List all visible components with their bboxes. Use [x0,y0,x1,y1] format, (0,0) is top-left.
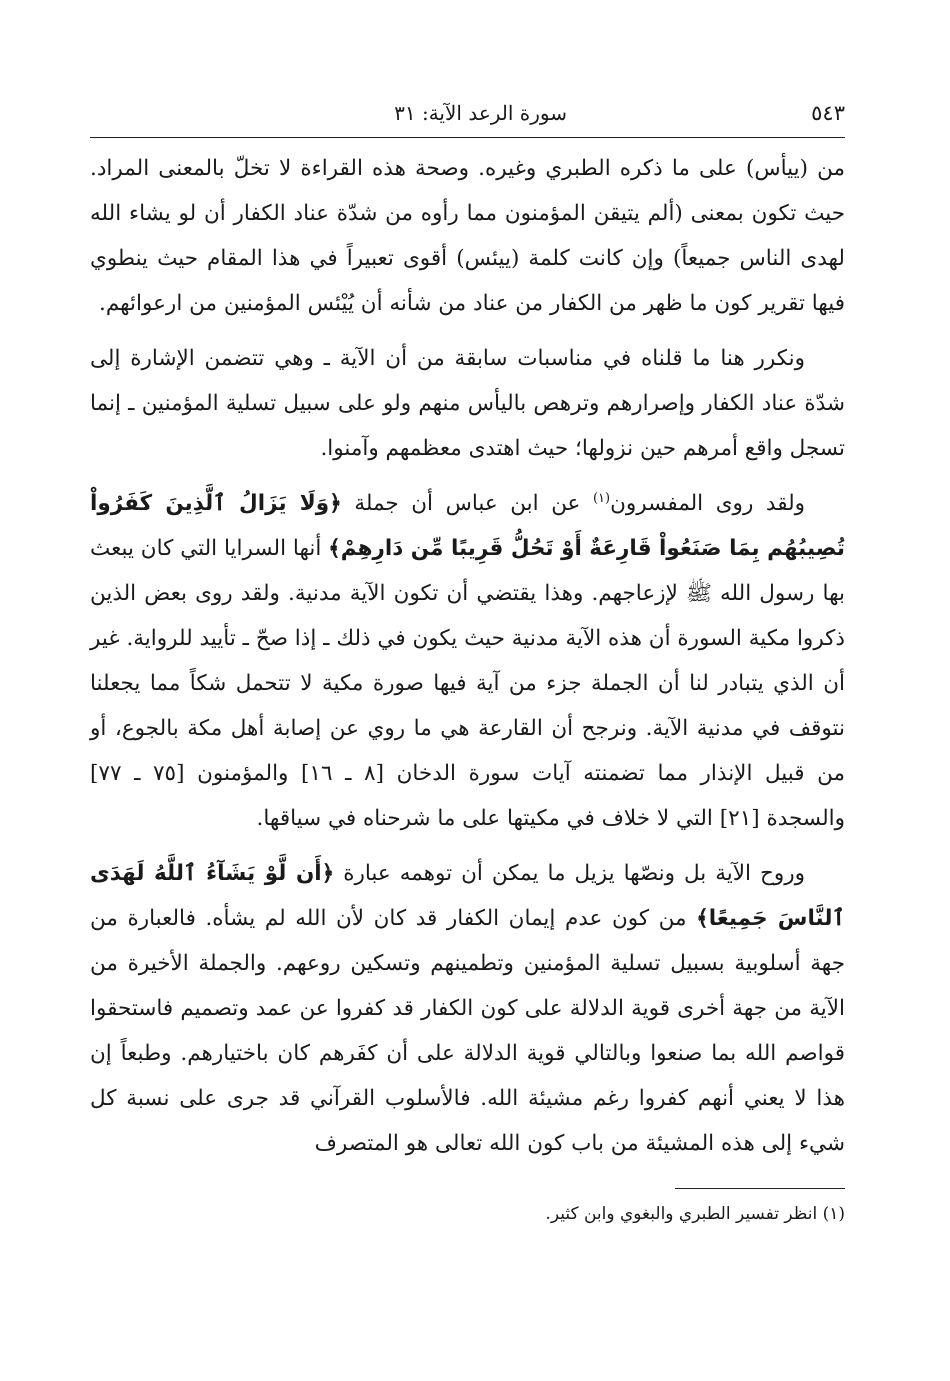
paragraph-text: من كون عدم إيمان الكفار قد كان لأن الله لم يشأه. فالعبارة من جهة أسلوبية بسبيل تسلية المؤمنين وتطمينهم وتسكين روعهم. والجملة الأخيرة من الآية من جهة أخرى قوية الدلالة على كون الكفار قد كفروا عن عمد وتصميم فاستحقوا قواصم الله بما صنعوا وبالتالي قوية الدلالة على أن كفَرهم كان باختيارهم. وطبعاً إن هذا لا يعني أنهم كفروا رغم مشيئة الله. فالأسلوب القرآني قد جرى على نسبة كل شيء إلى هذه المشيئة من باب كون الله تعالى هو المتصرف [90,906,845,1156]
footnote [90,1199,845,1229]
footnote-divider [675,1188,845,1189]
header-divider [90,137,845,138]
footnote-mark: (١) [822,1204,845,1224]
paragraph [90,851,845,1166]
book-page [90,95,845,1229]
paragraph [90,481,845,841]
paragraph: ونكرر هنا ما قلناه في مناسبات سابقة من أن الآية ـ وهي تتضمن الإشارة إلى شدّة عناد الكفار وإصرارهم وترهص باليأس منهم ولو على سبيل تسلية المؤمنين ـ إنما تسجل واقع أمرهم حين نزولها؛ حيث اهتدى معظمهم وآمنوا. [90,346,845,461]
paragraph-text: ولقد روى المفسرون [610,491,805,516]
page-number: ٥٤٣ [811,101,845,125]
quran-quote: ﴿أَن لَّوْ يَشَآءُ ٱللَّهُ لَهَدَى ٱلنَّاسَ جَمِيعًا﴾ [90,861,845,931]
quran-quote: ﴿وَلَا يَزَالُ ٱلَّذِينَ كَفَرُواْ تُصِيبُهُم بِمَا صَنَعُواْ قَارِعَةٌ أَوْ تَحُلُّ قَرِيبًا مِّن دَارِهِمْ﴾ [90,491,845,561]
paragraph-text: عن ابن عباس أن جملة [341,491,593,516]
main-text [90,146,845,1166]
page-header [90,95,845,131]
running-title: سورة الرعد الآية: ٣١ [394,101,568,125]
paragraph: من (ييأس) على ما ذكره الطبري وغيره. وصحة هذه القراءة لا تخلّ بالمعنى المراد. حيث تكون بمعنى (ألم يتيقن المؤمنون مما رأوه من شدّة عناد الكفار أن لو يشاء الله لهدى الناس جميعاً) وإن كانت كلمة (ييئس) أقوى تعبيراً في هذا المقام حيث ينطوي فيها تقرير كون ما ظهر من الكفار من عناد من شأنه أن يُيْئس المؤمنين من ارعوائهم. [90,156,845,316]
paragraph-text: أنها السرايا التي كان يبعث بها رسول الله ﷺ لإزعاجهم. وهذا يقتضي أن تكون الآية مدنية. ولقد روى بعض الذين ذكروا مكية السورة أن هذه الآية مدنية حيث يكون في ذلك ـ إذا صحّ ـ تأييد للرواية. غير أن الذي يتبادر لنا أن الجملة جزء من آية فيها صورة مكية لا تتحمل شكاً مما يجعلنا نتوقف في مدنية الآية. ونرجح أن القارعة هي ما روي عن إصابة أهل مكة بالجوع، أو من قبيل الإنذار مما تضمنته آيات سورة الدخان [٨ ـ ١٦] والمؤمنون [٧٥ ـ ٧٧] والسجدة [٢١] التي لا خلاف في مكيتها على ما شرحناه في سياقها. [90,536,846,831]
footnote-text: انظر تفسير الطبري والبغوي وابن كثير. [545,1204,818,1224]
footnote-reference: (١) [592,490,611,506]
paragraph-text: وروح الآية بل ونصّها يزيل ما يمكن أن توهمه عبارة [334,861,805,886]
